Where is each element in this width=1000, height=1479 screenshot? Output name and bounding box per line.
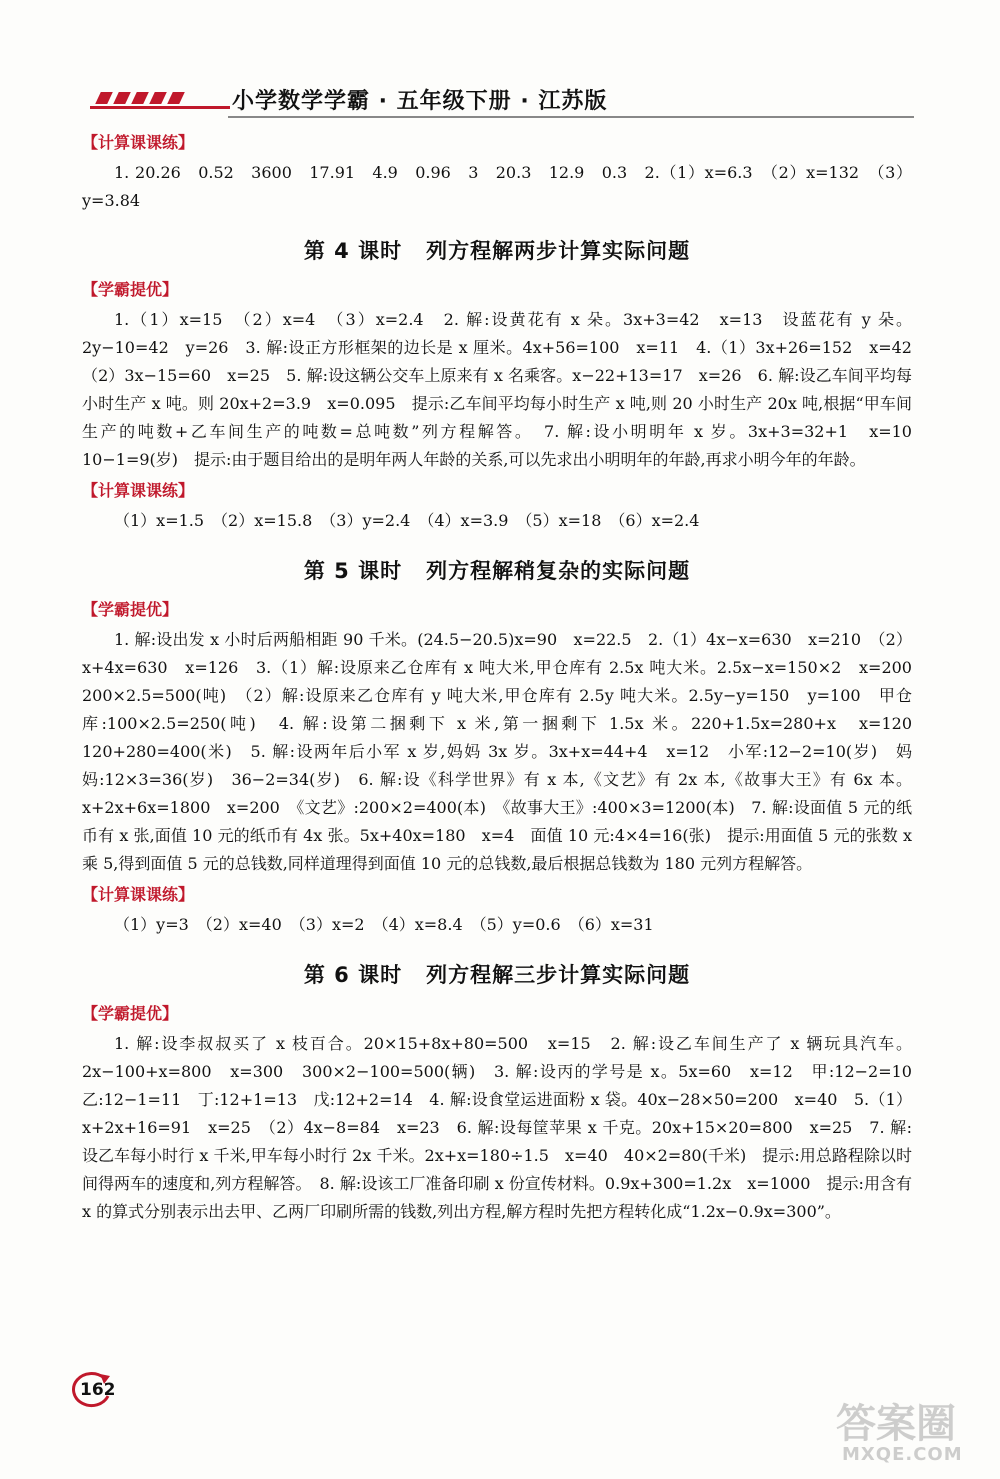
section-tag: 【学霸提优】	[82, 1004, 179, 1023]
header-rule	[228, 116, 914, 118]
lesson-title: 列方程解三步计算实际问题	[426, 963, 691, 987]
answer-paragraph: （1）y=3 （2）x=40 （3）x=2 （4）x=8.4 （5）y=0.6 （6）x=31	[114, 915, 654, 934]
page-header	[0, 70, 1000, 120]
lesson-number: 第 4 课时	[303, 239, 403, 263]
answer-paragraph: 1. 20.26 0.52 3600 17.91 4.9 0.96 3 20.3 12.9 0.3 2.（1）x=6.3 （2）x=132 （3）y=3.84	[82, 163, 912, 210]
lesson-heading	[82, 959, 912, 989]
header-decoration	[98, 92, 182, 104]
answer-paragraph: 1. 解:设李叔叔买了 x 枝百合。20×15+8x+80=500 x=15 2. 解:设乙车间生产了 x 辆玩具汽车。2x−100+x=800 x=300 300×2−100=500(辆) 3. 解:设丙的学号是 x。5x=60 x=12 甲:12−2=10 乙:12−1=11 丁:12+1=13 戊:12+2=14 4. 解:设食堂运进面粉 x 袋。40x−28×50=200 x=40 5.（1）x+2x+16=91 x=25 （2）4x−8=84 x=23 6. 解:设每筐苹果 x 千克。20x+15×20=800 x=25 7. 解:设乙车每小时行 x 千米,甲车每小时行 2x 千米。2x+x=180÷1.5 x=40 40×2=80(千米) 提示:用总路程除以时间得两车的速度和,列方程解答。 8. 解:设该工厂准备印刷 x 份宣传材料。0.9x+300=1.2x x=1000 提示:用含有 x 的算式分别表示出去甲、乙两厂印刷所需的钱数,列出方程,解方程时先把方程转化成“1.2x−0.9x=300”。	[82, 1034, 929, 1221]
watermark-logo	[826, 1392, 986, 1476]
answer-paragraph: 1. 解:设出发 x 小时后两船相距 90 千米。(24.5−20.5)x=90 x=22.5 2.（1）4x−x=630 x=210 （2）x+4x=630 x=126 3.（1）解:设原来乙仓库有 x 吨大米,甲仓库有 2.5x 吨大米。2.5x−x=150×2 x=200 200×2.5=500(吨) （2）解:设原来乙仓库有 y 吨大米,甲仓库有 2.5y 吨大米。2.5y−y=150 y=100 甲仓库:100×2.5=250(吨) 4. 解:设第二捆剩下 x 米,第一捆剩下 1.5x 米。220+1.5x=280+x x=120 120+280=400(米) 5. 解:设两年后小军 x 岁,妈妈 3x 岁。3x+x=44+4 x=12 小军:12−2=10(岁) 妈妈:12×3=36(岁) 36−2=34(岁) 6. 解:设《科学世界》有 x 本,《文艺》有 2x 本,《故事大王》有 6x 本。x+2x+6x=1800 x=200 《文艺》:200×2=400(本) 《故事大王》:400×3=1200(本) 7. 解:设面值 5 元的纸币有 x 张,面值 10 元的纸币有 4x 张。5x+40x=180 x=4 面值 10 元:4×4=16(张) 提示:用面值 5 元的张数 x 乘 5,得到面值 5 元的总钱数,同样道理得到面值 10 元的总钱数,最后根据总钱数为 180 元列方程解答。	[82, 630, 929, 873]
watermark-text: 答案圈	[836, 1401, 956, 1447]
lesson-number: 第 5 课时	[303, 559, 403, 583]
lesson-title: 列方程解两步计算实际问题	[426, 239, 691, 263]
section-tag: 【计算课课练】	[82, 481, 195, 500]
book-title: 小学数学学霸 · 五年级下册 · 江苏版	[232, 89, 608, 114]
answer-paragraph: 1.（1）x=15 （2）x=4 （3）x=2.4 2. 解:设黄花有 x 朵。3x+3=42 x=13 设蓝花有 y 朵。2y−10=42 y=26 3. 解:设正方形框架的边长是 x 厘米。4x+56=100 x=11 4.（1）3x+26=152 x=42 （2）3x−15=60 x=25 5. 解:设这辆公交车上原来有 x 名乘客。x−22+13=17 x=26 6. 解:设乙车间平均每小时生产 x 吨。则 20x+2=3.9 x=0.095 提示:乙车间平均每小时生产 x 吨,则 20 小时生产 20x 吨,根据“甲车间生产的吨数+乙车间生产的吨数=总吨数”列方程解答。 7. 解:设小明明年 x 岁。3x+3=32+1 x=10 10−1=9(岁) 提示:由于题目给出的是明年两人年龄的关系,可以先求出小明明年的年龄,再求小明今年的年龄。	[82, 310, 929, 469]
section-tag: 【学霸提优】	[82, 600, 179, 619]
section-tag: 【计算课课练】	[82, 133, 195, 152]
lesson-number: 第 6 课时	[303, 963, 403, 987]
header-accent-line	[90, 106, 230, 109]
lesson-heading	[82, 235, 912, 265]
page-number-badge	[64, 1370, 114, 1410]
answer-paragraph: （1）x=1.5 （2）x=15.8 （3）y=2.4 （4）x=3.9 （5）x=18 （6）x=2.4	[114, 511, 700, 530]
lesson-heading	[82, 555, 912, 585]
lesson-title: 列方程解稍复杂的实际问题	[426, 559, 691, 583]
answer-content	[82, 126, 929, 1226]
page-number: 162	[80, 1380, 116, 1400]
section-tag: 【计算课课练】	[82, 885, 195, 904]
section-tag: 【学霸提优】	[82, 280, 179, 299]
watermark-url: MXQE.COM	[842, 1444, 963, 1465]
